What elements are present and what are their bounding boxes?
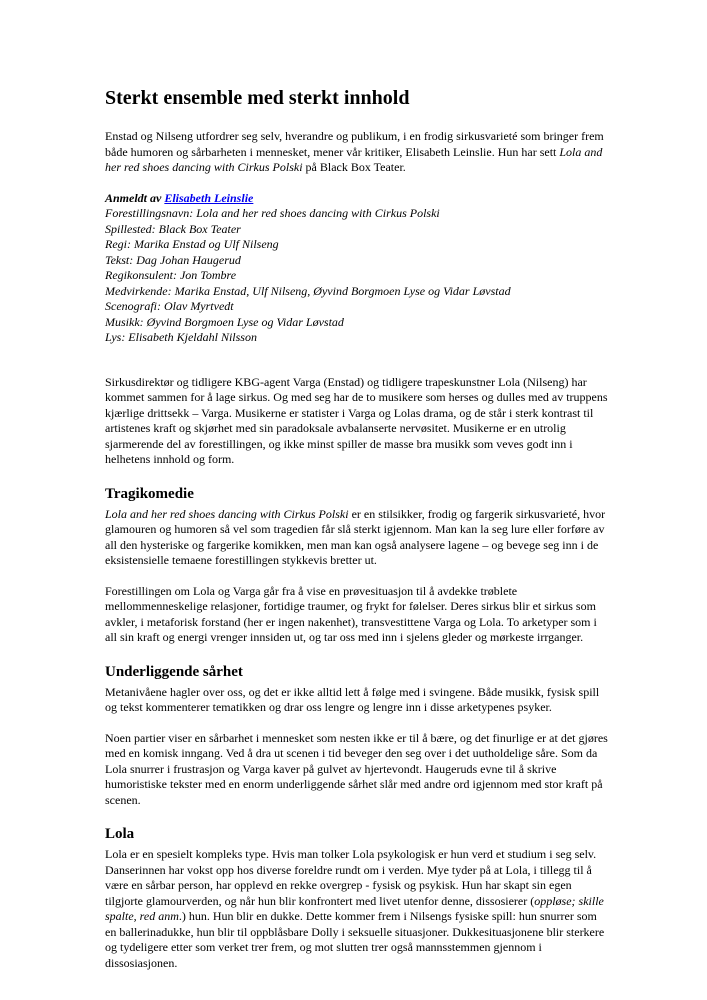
- byline: [105, 191, 608, 207]
- lola-text-before: Lola er en spesielt kompleks type. Hvis man tolker Lola psykologisk er hun verd et studium i seg selv. Danserinnen har vokst opp hos diverse foreldre rundt om i verden. Mye tyder på at Lola, i tillegg til å være en sårbar person, har opplevd en rekke overgrep - fysisk og psykisk. Hun har skapt sin egen tilgjorte glamourverden, og når hun blir konfrontert med livet utenfor denne, dissosierer (: [105, 847, 597, 908]
- underliggende-paragraph-2: Noen partier viser en sårbarhet i mennesket som nesten ikke er til å bære, og det finurlige er at det gjøres med en komisk inngang. Ved å dra ut scenen i tid beveger den seg over i det uutholdelige såre. Som da Lola snurrer i frustrasjon og Varga kaver på gulvet av hjertevondt. Haugeruds evne til å skrive humoristiske tekster med en enorm underliggende sårhet slår med andre ord igjennom med stor kraft på scenen.: [105, 730, 608, 807]
- credit-line-regikonsulent: Regikonsulent: Jon Tombre: [105, 268, 237, 282]
- reviewer-link[interactable]: Elisabeth Leinslie: [164, 190, 254, 205]
- tragikomedie-paragraph-2: Forestillingen om Lola og Varga går fra å vise en prøvesituasjon til å avdekke trøblete mellommenneskelige relasjoner, fortidige traumer, og frykt for følelser. Deres sirkus blir et sirkus som avkler, i metaforisk forstand (her er ingen nakenhet), transvestittene Varga og Lola. To arketyper som i all sin kraft og energi vrenger innsiden ut, og tar oss med inn i sjelens gleder og mørkeste irrganger.: [105, 583, 597, 644]
- intro-text-after: på Black Box Teater.: [302, 160, 406, 174]
- credit-line-lys: Lys: Elisabeth Kjeldahl Nilsson: [105, 330, 257, 344]
- reviewed-by-label: Anmeldt av: [105, 190, 165, 205]
- lola-paragraph: [105, 847, 608, 971]
- credit-line-musikk: Musikk: Øyvind Borgmoen Lyse og Vidar Løvstad: [105, 314, 344, 329]
- intro-paragraph: [105, 129, 608, 176]
- intro-text-before: Enstad og Nilseng utfordrer seg selv, hverandre og publikum, i en frodig sirkusvarieté som bringer frem både humoren og sårbarheten i mennesket, mener vår kritiker, Elisabeth Leinslie. Hun har sett: [105, 129, 604, 159]
- section-heading-tragikomedie: Tragikomedie: [105, 485, 194, 502]
- show-title-italic: Lola and her red shoes dancing with Cirkus Polski: [105, 506, 349, 521]
- article-title: Sterkt ensemble med sterkt innhold: [105, 87, 410, 109]
- credit-line-spillested: Spillested: Black Box Teater: [105, 221, 241, 236]
- credit-line-medvirkende: Medvirkende: Marika Enstad, Ulf Nilseng, Øyvind Borgmoen Lyse og Vidar Løvstad: [105, 283, 511, 298]
- credit-line-regi: Regi: Marika Enstad og Ulf Nilseng: [105, 237, 279, 251]
- lead-paragraph: Sirkusdirektør og tidligere KBG-agent Varga (Enstad) og tidligere trapeskunstner Lola (Nilseng) har kommet sammen for å lage sirkus. Og med seg har de to musikere som herses og dulles med av truppens kjærlige drittsekk – Varga. Musikerne er statister i Varga og Lolas drama, og de står i sterk kontrast til artistenes kraft og skjørhet med sin paradoksale avbalanserte nervøsitet. Musikerne er en utrolig sjarmerende del av forestillingen, og ikke minst spiller de masse bra musikk som veves godt inn i helhetens innhold og form.: [105, 374, 608, 466]
- section-heading-lola: Lola: [105, 826, 135, 842]
- lola-text-after: .) hun. Hun blir en dukke. Dette kommer frem i Nilsengs fysiske spill: hun snurrer som en ballerinadukke, hun blir til oppblåsbare Dolly i seksuelle situasjoner. Dukkesituasjonene blir sterkere og tydeligere etter som verket trer frem, og mot slutten trer også mannsstemmen gjennom i dissosiasjonen.: [105, 909, 605, 970]
- show-title-italic: Lola and her red shoes dancing with Cirkus Polski: [105, 144, 603, 174]
- credit-line-scenografi: Scenografi: Olav Myrtvedt: [105, 299, 234, 313]
- credits-block: [105, 191, 608, 346]
- credit-line-forestillingsnavn: Forestillingsnavn: Lola and her red shoes dancing with Cirkus Polski: [105, 206, 440, 220]
- section-heading-underliggende-sarhet: Underliggende sårhet: [105, 663, 243, 680]
- tragikomedie-paragraph-1: [105, 507, 608, 569]
- tragikomedie-paragraph-1-text: er en stilsikker, frodig og fargerik sirkusvarieté, hvor glamouren og humoren så vel som tragedien får slå sterkt igjennom. Man kan la seg lure eller forføre av all den hysteriske og fargerike komikken, men man kan også analysere lagene – og bevege seg inn i de eksistensielle temaene forestillingen stykkevis bretter ut.: [105, 506, 606, 567]
- credit-line-tekst: Tekst: Dag Johan Haugerud: [105, 252, 241, 267]
- underliggende-paragraph-1: Metanivåene hagler over oss, og det er ikke alltid lett å følge med i svingene. Både musikk, fysisk spill og tekst kommenterer tematikken og drar oss lengre og lengre inn i disse arketypenes psyker.: [105, 684, 600, 714]
- editorial-note-italic: oppløse; skille spalte, red anm: [105, 893, 604, 923]
